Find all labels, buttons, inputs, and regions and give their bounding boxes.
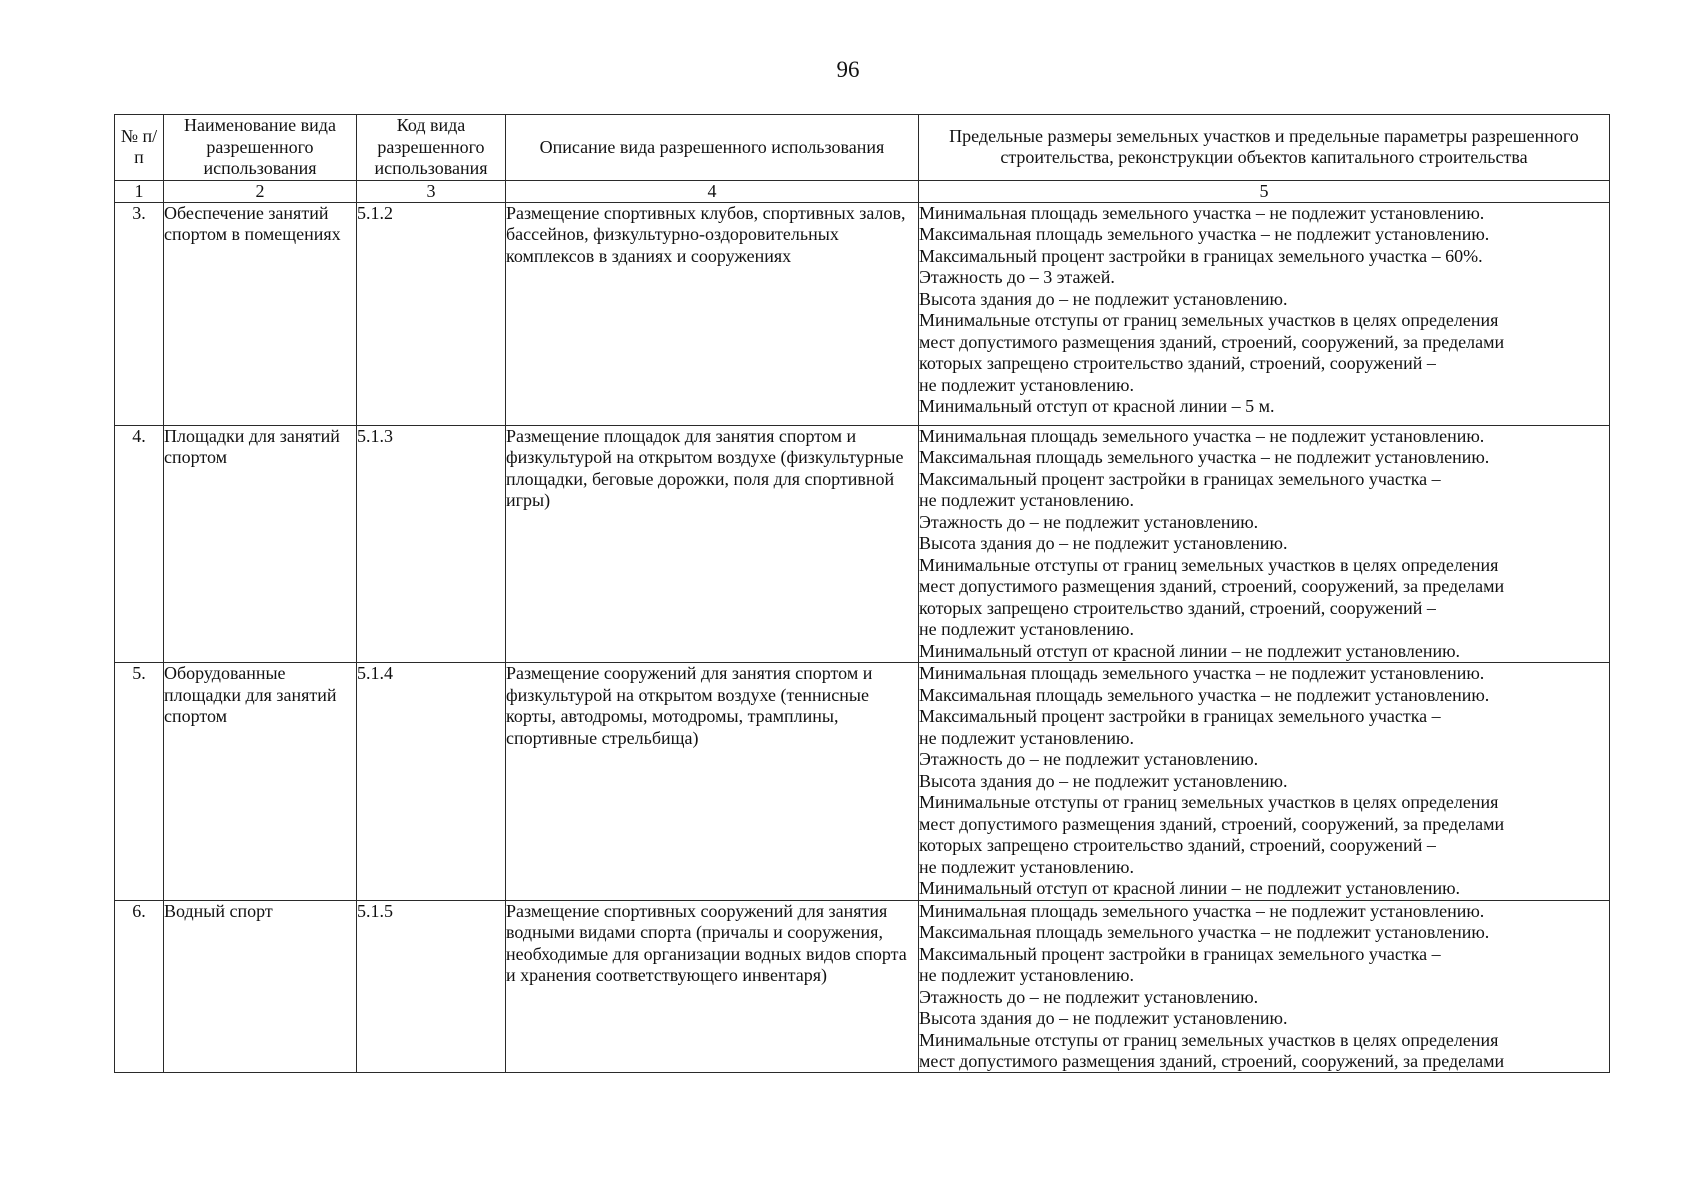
- parameter-line: Максимальная площадь земельного участка – не подлежит установлению.: [919, 224, 1490, 244]
- use-code: 5.1.2: [357, 202, 506, 425]
- parameter-line: Высота здания до – не подлежит установлению.: [919, 288, 1288, 309]
- parameter-line: Этажность до – не подлежит установлению.: [919, 986, 1259, 1007]
- parameter-line: Высота здания до – не подлежит установлению.: [919, 1008, 1288, 1028]
- parameter-line: Максимальный процент застройки в границах земельного участка – 60%.: [919, 245, 1483, 266]
- parameter-line: Максимальный процент застройки в границах земельного участка –: [919, 468, 1441, 489]
- parameter-line: Этажность до – не подлежит установлению.: [919, 749, 1259, 769]
- parameter-line: Максимальная площадь земельного участка – не подлежит установлению.: [919, 684, 1490, 705]
- parameter-line: не подлежит установлению.: [919, 490, 1134, 510]
- parameter-line: не подлежит установлению.: [919, 965, 1134, 985]
- use-description: Размещение сооружений для занятия спортом и физкультурой на открытом воздухе (теннисные корты, автодромы, мотодромы, трамплины, спортивные стрельбища): [506, 663, 919, 901]
- parameter-line: Высота здания до – не подлежит установлению.: [919, 533, 1288, 553]
- row-number: 5.: [115, 663, 164, 901]
- parameter-line: Минимальные отступы от границ земельных участков в целях определения: [919, 310, 1499, 330]
- header-use-name: Наименование вида разрешенного использования: [164, 115, 357, 181]
- use-code: 5.1.5: [357, 900, 506, 1072]
- table-header-row: [115, 115, 1610, 181]
- table-row: [115, 202, 1610, 425]
- parameter-line: Минимальная площадь земельного участка – не подлежит установлению.: [919, 425, 1485, 446]
- use-parameters: [919, 202, 1610, 425]
- column-number-row: [115, 180, 1610, 202]
- parameter-line: Максимальная площадь земельного участка – не подлежит установлению.: [919, 447, 1490, 467]
- parameter-line: Минимальная площадь земельного участка – не подлежит установлению.: [919, 900, 1485, 921]
- parameter-line: не подлежит установлению.: [919, 727, 1134, 748]
- table-row: [115, 663, 1610, 901]
- use-name: Обеспечение занятий спортом в помещениях: [164, 202, 357, 425]
- use-code: 5.1.4: [357, 663, 506, 901]
- use-description: Размещение площадок для занятия спортом и физкультурой на открытом воздухе (физкультурные площадки, беговые дорожки, поля для спортивной игры): [506, 425, 919, 663]
- column-number: 2: [164, 180, 357, 202]
- row-number: 3.: [115, 202, 164, 425]
- page-number: 96: [836, 57, 860, 82]
- parameter-line: Минимальный отступ от красной линии – 5 м.: [919, 396, 1275, 416]
- row-number: 4.: [115, 425, 164, 663]
- header-parameters: Предельные размеры земельных участков и предельные параметры разрешенного строительства, реконструкции объектов капитального строительства: [919, 115, 1610, 181]
- parameter-line: не подлежит установлению.: [919, 856, 1134, 877]
- use-name: Оборудованные площадки для занятий спортом: [164, 663, 357, 901]
- parameter-line: мест допустимого размещения зданий, строений, сооружений, за пределами: [919, 813, 1505, 834]
- parameter-line: Максимальный процент застройки в границах земельного участка –: [919, 706, 1441, 726]
- use-parameters: [919, 425, 1610, 663]
- parameter-line: Этажность до – 3 этажей.: [919, 267, 1115, 287]
- use-parameters: [919, 663, 1610, 901]
- parameter-line: не подлежит установлению.: [919, 619, 1134, 639]
- header-number: № п/п: [115, 115, 164, 181]
- use-name: Водный спорт: [164, 900, 357, 1072]
- column-number: 4: [506, 180, 919, 202]
- use-parameters: [919, 900, 1610, 1072]
- parameter-line: Минимальные отступы от границ земельных участков в целях определения: [919, 1029, 1499, 1050]
- row-number: 6.: [115, 900, 164, 1072]
- parameter-line: которых запрещено строительство зданий, строений, сооружений –: [919, 597, 1436, 618]
- column-number: 5: [919, 180, 1610, 202]
- parameter-line: которых запрещено строительство зданий, строений, сооружений –: [919, 353, 1436, 373]
- use-description: Размещение спортивных сооружений для занятия водными видами спорта (причалы и сооружения, необходимые для организации водных видов спорта и хранения соответствующего инвентаря): [506, 900, 919, 1072]
- use-description: Размещение спортивных клубов, спортивных залов, бассейнов, физкультурно-оздоровительных комплексов в зданиях и сооружениях: [506, 202, 919, 425]
- table-row: [115, 425, 1610, 663]
- header-use-code: Код вида разрешенного использования: [357, 115, 506, 181]
- parameter-line: Высота здания до – не подлежит установлению.: [919, 770, 1288, 791]
- land-use-table: [114, 114, 1610, 1073]
- parameter-line: Минимальная площадь земельного участка – не подлежит установлению.: [919, 202, 1485, 223]
- table-row: [115, 900, 1610, 1072]
- use-code: 5.1.3: [357, 425, 506, 663]
- parameter-line: которых запрещено строительство зданий, строений, сооружений –: [919, 835, 1436, 855]
- column-number: 1: [115, 180, 164, 202]
- column-number: 3: [357, 180, 506, 202]
- parameter-line: Минимальный отступ от красной линии – не подлежит установлению.: [919, 640, 1461, 661]
- parameter-line: Максимальный процент застройки в границах земельного участка –: [919, 943, 1441, 964]
- parameter-line: не подлежит установлению.: [919, 374, 1134, 395]
- parameter-line: мест допустимого размещения зданий, строений, сооружений, за пределами: [919, 1051, 1505, 1071]
- header-use-description: Описание вида разрешенного использования: [506, 115, 919, 181]
- parameter-line: Максимальная площадь земельного участка – не подлежит установлению.: [919, 922, 1490, 942]
- parameter-line: Минимальные отступы от границ земельных участков в целях определения: [919, 792, 1499, 812]
- parameter-line: мест допустимого размещения зданий, строений, сооружений, за пределами: [919, 576, 1505, 596]
- parameter-line: мест допустимого размещения зданий, строений, сооружений, за пределами: [919, 331, 1505, 352]
- parameter-line: Этажность до – не подлежит установлению.: [919, 511, 1259, 532]
- parameter-line: Минимальная площадь земельного участка – не подлежит установлению.: [919, 663, 1485, 683]
- parameter-line: Минимальный отступ от красной линии – не подлежит установлению.: [919, 878, 1461, 898]
- parameter-line: Минимальные отступы от границ земельных участков в целях определения: [919, 554, 1499, 575]
- use-name: Площадки для занятий спортом: [164, 425, 357, 663]
